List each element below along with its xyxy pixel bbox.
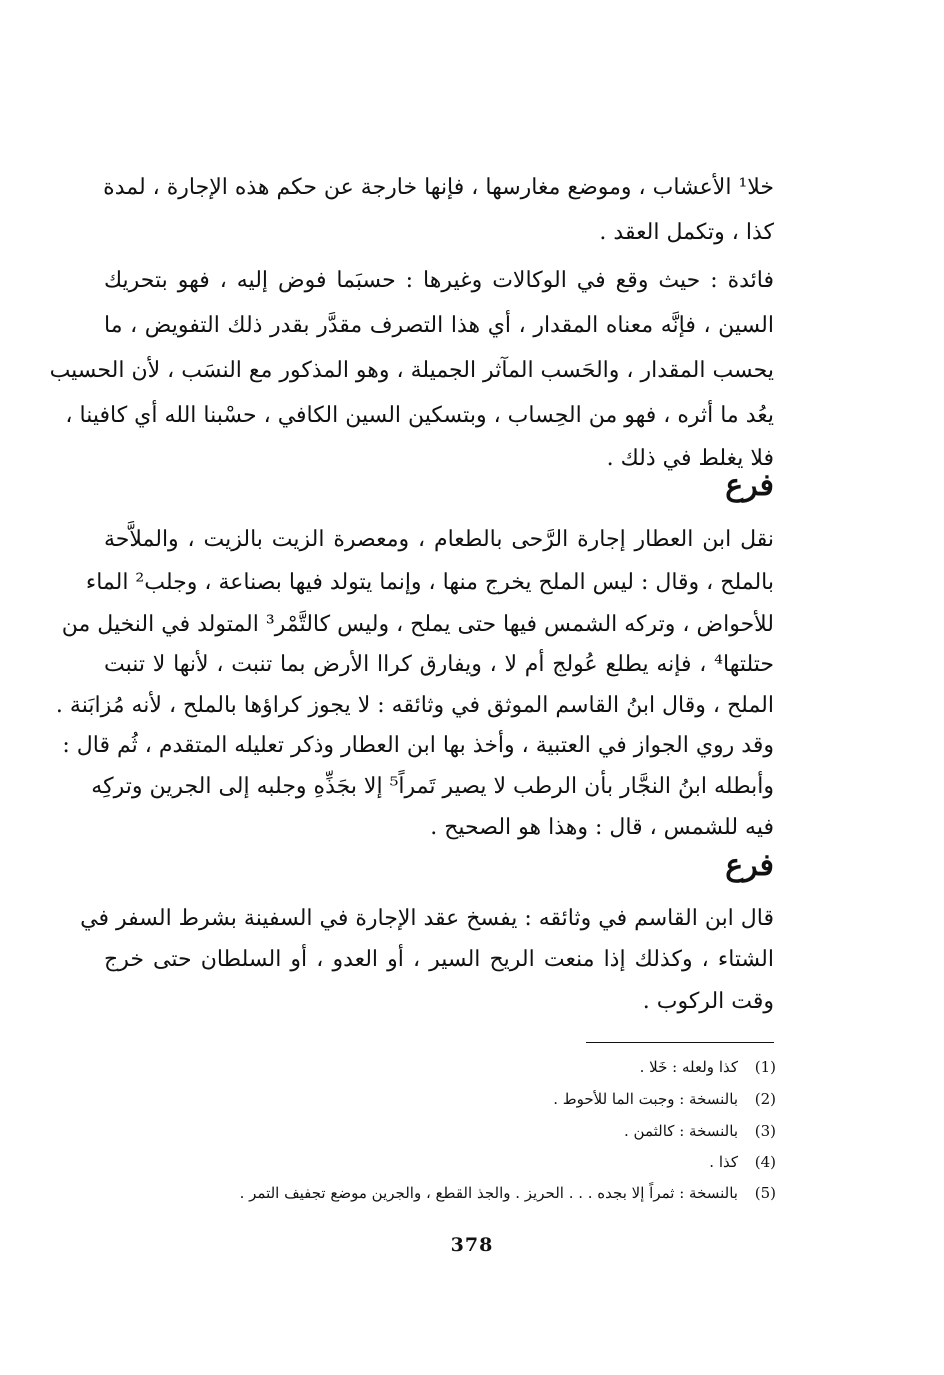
footnote-number: (4) [754, 1153, 776, 1171]
text-line: فيه للشمس ، قال : وهذا هو الصحيح . [430, 815, 774, 840]
footnote-text: بالنسخة : ثمراً إلا بجده . . . الحريز . والجذ القطع ، والجرين موضع تجفيف التمر . [239, 1184, 738, 1202]
footnote-text: بالنسخة : كالثمن . [624, 1122, 738, 1140]
text-line: فائدة : حيث وقع في الوكالات وغيرها : حسبَما فوض إليه ، فهو بتحريك [104, 268, 774, 293]
footnote-text: كذا . [709, 1153, 738, 1171]
text-line: قال ابن القاسم في وثائقه : يفسخ عقد الإجارة في السفينة بشرط السفر في [80, 906, 774, 931]
text-line: بالملح ، وقال : ليس الملح يخرج منها ، وإنما يتولد فيها بصناعة ، وجلب² الماء [85, 570, 774, 595]
text-line: حتلتها⁴ ، فإنه يطلع عُولج أم لا ، ويفارق كراا الأرض بما تنبت ، لأنها لا تنبت [104, 652, 774, 677]
footnote-number: (2) [754, 1090, 776, 1108]
section-heading: فرع [725, 848, 774, 883]
footnote-text: بالنسخة : وجبت الما للأحوط . [553, 1090, 738, 1108]
text-line: وقد روي الجواز في العتبية ، وأخذ بها ابن العطار وذكر تعليله المتقدم ، ثُم قال : [62, 733, 774, 758]
footnote [150, 1178, 776, 1208]
footnote-divider [586, 1042, 774, 1043]
footnote-number: (5) [754, 1184, 776, 1202]
text-line: كذا ، وتكمل العقد . [599, 220, 774, 245]
section-heading: فرع [725, 468, 774, 503]
text-line: الشتاء ، وكذلك إذا منعت الريح السير ، أو العدو ، أو السلطان حتى خرج [104, 947, 774, 972]
footnote [150, 1084, 776, 1114]
footnote [150, 1147, 776, 1177]
footnote-number: (3) [754, 1122, 776, 1140]
text-line: خلا¹ الأعشاب ، وموضع مغارسها ، فإنها خارجة عن حكم هذه الإجارة ، لمدة [103, 175, 774, 200]
footnote [150, 1116, 776, 1146]
text-line: فلا يغلط في ذلك . [606, 446, 774, 471]
footnote [150, 1052, 776, 1082]
text-line: وأبطله ابنُ النجَّار بأن الرطب لا يصير تَمراً⁵ إلا بجَذِّهِ وجلبه إلى الجرين وتركِه [91, 774, 774, 799]
footnote-text: كذا ولعله : خَلا . [639, 1058, 738, 1076]
footnote-number: (1) [754, 1058, 776, 1076]
page-number: 378 [450, 1234, 494, 1256]
text-line: يعُد ما أثره ، فهو من الحِساب ، وبتسكين السين الكافي ، حسْبنا الله أي كافينا ، [65, 403, 774, 428]
text-line: السين ، فإنَّه معناه المقدار ، أي هذا التصرف مقدَّر بقدر ذلك التفويض ، ما [104, 313, 774, 338]
text-line: نقل ابن العطار إجارة الرَّحى بالطعام ، ومعصرة الزيت بالزيت ، والملاَّحة [104, 527, 774, 552]
text-line: يحسب المقدار ، والحَسب المآثر الجميلة ، وهو المذكور مع النسَب ، لأن الحسيب [49, 358, 774, 383]
text-line: للأحواض ، وتركه الشمس فيها حتى يملح ، وليس كالتَّمْر³ المتولد في النخيل من [61, 612, 774, 637]
text-line: الملح ، وقال ابنُ القاسم الموثق في وثائقه : لا يجوز كراؤها بالملح ، لأنه مُزابَنة . [55, 693, 774, 718]
text-line: وقت الركوب . [642, 989, 774, 1014]
